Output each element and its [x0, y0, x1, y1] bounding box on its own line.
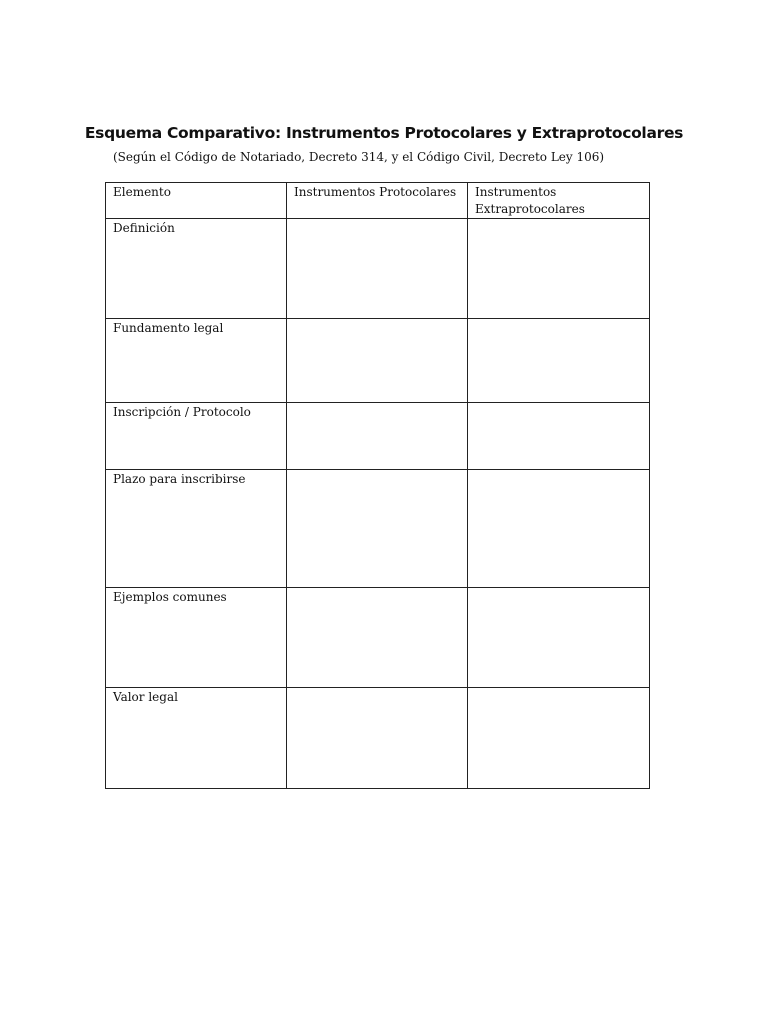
cell-extraprotocolares[interactable]	[468, 470, 650, 588]
row-label: Plazo para inscribirse	[106, 470, 287, 588]
document-title: Esquema Comparativo: Instrumentos Protocolares y Extraprotocolares	[84, 124, 684, 142]
cell-protocolares[interactable]	[287, 219, 468, 319]
header-protocolares: Instrumentos Protocolares	[287, 183, 468, 219]
row-label: Valor legal	[106, 688, 287, 789]
cell-extraprotocolares[interactable]	[468, 588, 650, 688]
row-label: Ejemplos comunes	[106, 588, 287, 688]
row-label: Fundamento legal	[106, 319, 287, 403]
table-row	[106, 470, 650, 588]
cell-extraprotocolares[interactable]	[468, 403, 650, 470]
cell-protocolares[interactable]	[287, 403, 468, 470]
row-label: Inscripción / Protocolo	[106, 403, 287, 470]
cell-extraprotocolares[interactable]	[468, 688, 650, 789]
comparison-table	[105, 182, 650, 789]
table-header-row	[106, 183, 650, 219]
header-extraprotocolares: Instrumentos Extraprotocolares	[468, 183, 650, 219]
table-row	[106, 403, 650, 470]
table-row	[106, 588, 650, 688]
cell-protocolares[interactable]	[287, 319, 468, 403]
cell-protocolares[interactable]	[287, 470, 468, 588]
table-row	[106, 319, 650, 403]
table-row	[106, 219, 650, 319]
table-row	[106, 688, 650, 789]
cell-extraprotocolares[interactable]	[468, 319, 650, 403]
cell-protocolares[interactable]	[287, 688, 468, 789]
cell-extraprotocolares[interactable]	[468, 219, 650, 319]
header-elemento: Elemento	[106, 183, 287, 219]
document-subtitle: (Según el Código de Notariado, Decreto 314, y el Código Civil, Decreto Ley 106)	[113, 150, 605, 164]
row-label: Definición	[106, 219, 287, 319]
cell-protocolares[interactable]	[287, 588, 468, 688]
